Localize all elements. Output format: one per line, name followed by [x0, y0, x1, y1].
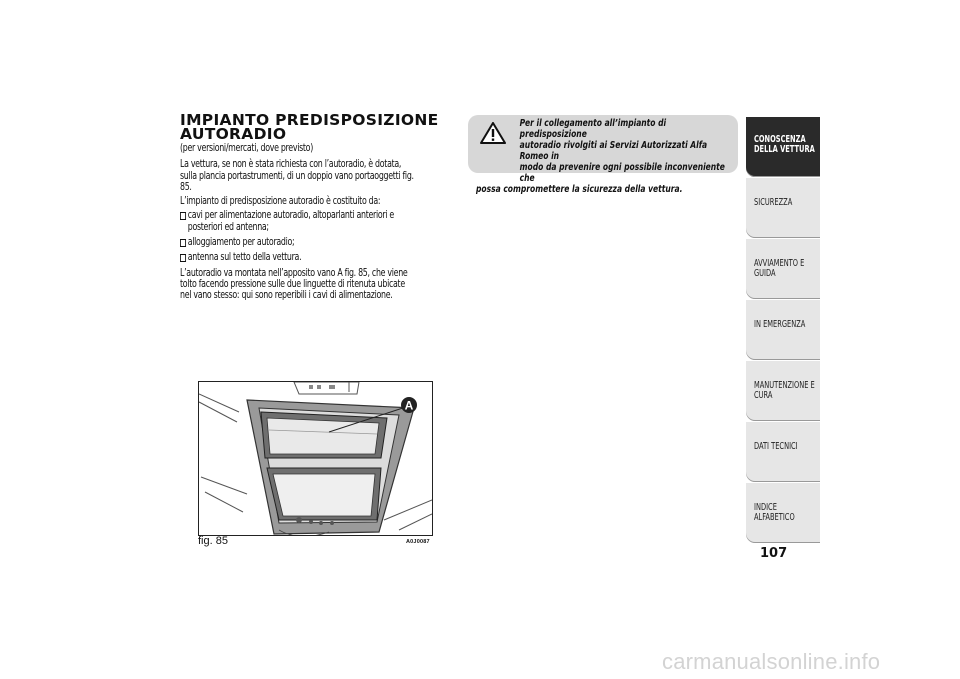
tab-in-emergenza[interactable]: IN EMERGENZA [746, 300, 820, 360]
list-item: antenna sul tetto della vettura. [180, 252, 417, 263]
tab-sicurezza[interactable]: SICUREZZA [746, 178, 820, 238]
warning-line-3: modo da prevenire ogni possibile inconveniente che [519, 162, 725, 184]
figure-85-illustration [198, 381, 433, 536]
list-item: cavi per alimentazione autoradio, altoparlanti anteriori e posteriori ed antenna; [180, 210, 417, 233]
section-title-line1: IMPIANTO PREDISPOSIZIONE [180, 111, 439, 129]
checkbox-bullet-icon [180, 254, 186, 262]
body-text [180, 143, 417, 305]
checkbox-bullet-icon [180, 239, 186, 247]
dashboard-compartment-drawing [199, 382, 432, 535]
tab-manutenzione-e-cura[interactable]: MANUTENZIONE E CURA [746, 361, 820, 421]
watermark: carmanualsonline.info [662, 649, 881, 674]
tab-dati-tecnici[interactable]: DATI TECNICI [746, 422, 820, 482]
tab-indice-alfabetico[interactable]: INDICE ALFABETICO [746, 483, 820, 543]
warning-box [468, 115, 738, 195]
warning-text [476, 118, 728, 195]
figure-caption: fig. 85 [198, 535, 228, 547]
paragraph-intro: La vettura, se non è stata richiesta con l’autoradio, è dotata, sulla plancia portastrumenti, di un doppio vano portaoggetti fig. 85. [180, 159, 414, 193]
list-item: alloggiamento per autoradio; [180, 237, 417, 248]
tab-avviamento-e-guida[interactable]: AVVIAMENTO E GUIDA [746, 239, 820, 299]
warning-line-1: Per il collegamento all’impianto di predisposizione [519, 118, 667, 140]
page-number: 107 [760, 546, 788, 561]
checkbox-bullet-icon [180, 212, 186, 220]
paragraph-installation: L’autoradio va montata nell’apposito vano A fig. 85, che viene tolto facendo pressione sulle due linguette di ritenuta ubicate nel vano stesso: qui sono reperibili i cavi di alimentazione. [180, 267, 408, 302]
warning-line-4: possa compromettere la sicurezza della vettura. [476, 184, 683, 195]
warning-line-2: autoradio rivolgiti ai Servizi Autorizzati Alfa Romeo in [519, 140, 708, 162]
figure-code: A0J0087 [406, 539, 430, 545]
subtitle: (per versioni/mercati, dove previsto) [180, 143, 313, 154]
callout-a-label: A [404, 398, 414, 413]
tab-conoscenza-della-vettura[interactable]: CONOSCENZA DELLA VETTURA [746, 117, 820, 177]
section-title-line2: AUTORADIO [180, 125, 287, 143]
component-list [180, 210, 417, 263]
paragraph-components: L’impianto di predisposizione autoradio è costituito da: [180, 196, 381, 208]
section-title [180, 113, 470, 141]
